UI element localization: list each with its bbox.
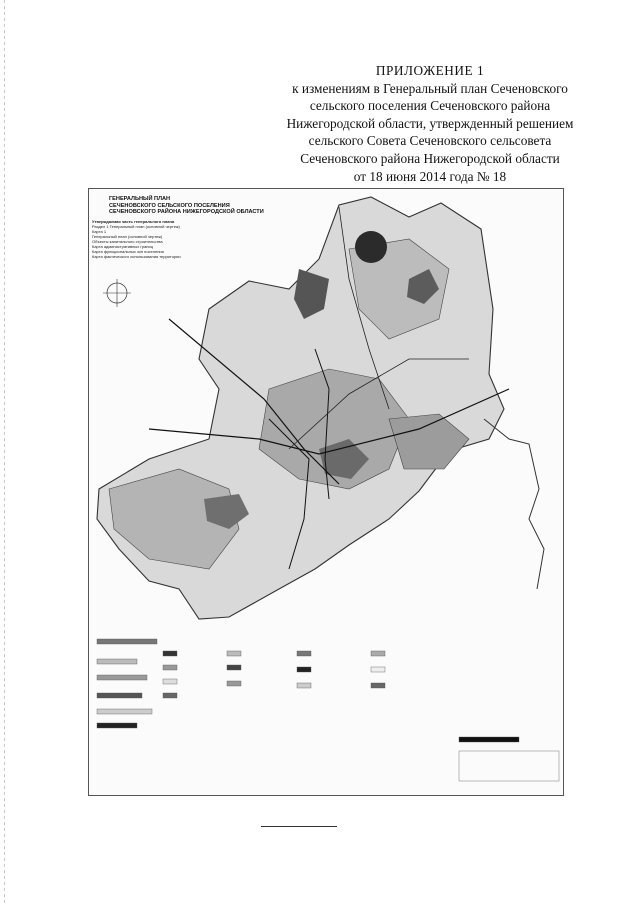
map-card-item: Генеральный план (основной чертеж): [92, 234, 163, 239]
master-plan-map-sheet: [88, 188, 564, 796]
river-line: [484, 419, 544, 589]
map-card-item: Карта функциональных зон поселения: [92, 249, 164, 254]
map-card-item: Объекты капитального строительства: [92, 239, 163, 244]
map-legend: [97, 639, 559, 781]
map-title-line: ГЕНЕРАЛЬНЫЙ ПЛАН: [109, 196, 171, 202]
appendix-line-3: Нижегородской области, утвержденный решением: [286, 115, 574, 131]
map-card-label: Карта 1: [92, 229, 107, 234]
appendix-line-5: Сеченовского района Нижегородской области: [300, 150, 560, 166]
compass-rose: [103, 279, 131, 307]
map-section-row: Раздел 1 Генеральный план (основной чертеж): [92, 224, 180, 229]
map-card-item: Карта административных границ: [92, 244, 154, 249]
appendix-line-2: сельского поселения Сеченовского района: [309, 98, 551, 114]
appendix-line-1: к изменениям в Генеральный план Сеченовского: [292, 80, 568, 96]
appendix-line-6: от 18 июня 2014 года № 18: [353, 168, 507, 184]
footer-rule: [261, 826, 337, 827]
map-sheet-contents: [92, 219, 262, 259]
map-title-line: СЕЧЕНОВСКОГО РАЙОНА НИЖЕГОРОДСКОЙ ОБЛАСТИ: [109, 209, 264, 216]
appendix-title: ПРИЛОЖЕНИЕ 1: [375, 63, 485, 78]
map-sheet-title: [109, 196, 309, 216]
page-edge-dotted-line: [4, 0, 5, 905]
map-title-line: СЕЧЕНОВСКОГО СЕЛЬСКОГО ПОСЕЛЕНИЯ: [109, 202, 230, 209]
dark-circle-zone: [355, 231, 387, 263]
appendix-heading: [250, 62, 610, 185]
map-card-item: Карта фактического использования территории: [92, 254, 181, 259]
map-drawing: [89, 189, 563, 795]
appendix-line-4: сельского Совета Сеченовского сельсовета: [308, 133, 552, 149]
map-section-line: Утверждаемая часть генерального плана: [92, 219, 175, 224]
